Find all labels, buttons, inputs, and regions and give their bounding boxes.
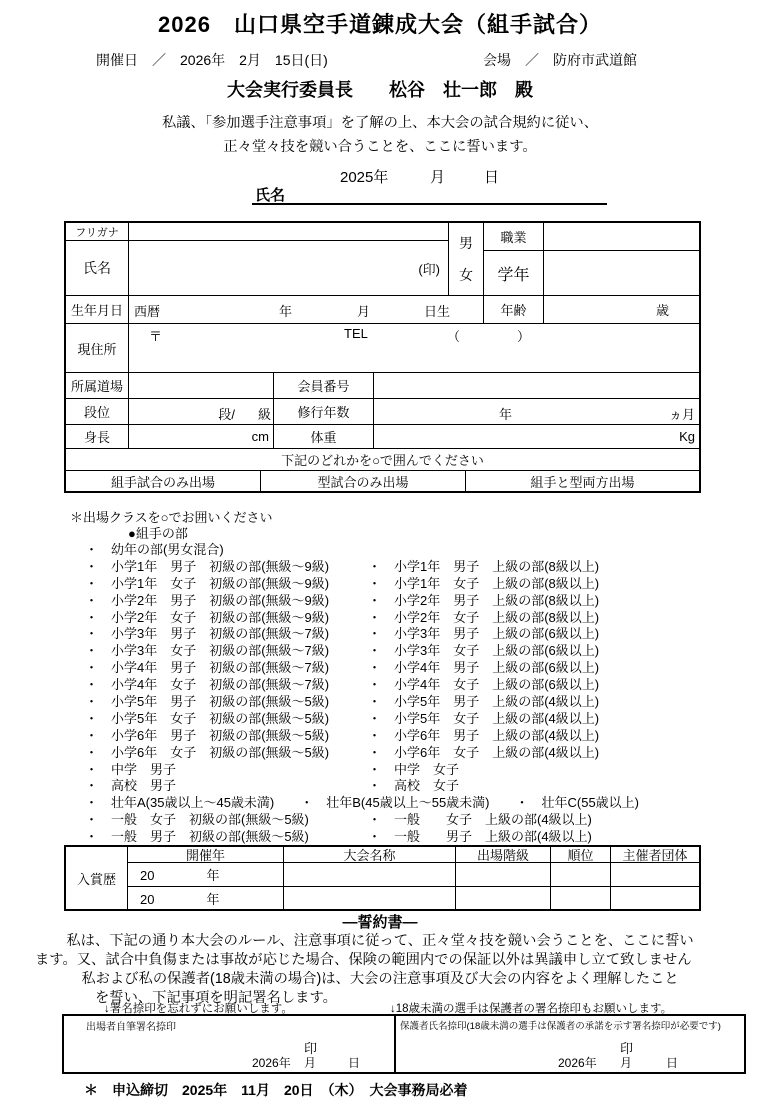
entrant-sign-year: 2026年 [252,1056,291,1070]
class-option-right: ・ 中学 女子 [368,761,460,777]
event-venue: 会場 ／ 防府市武道館 [483,52,637,68]
pledge-line-1: 私議、「参加選手注意事項」を了解の上、本大会の試合規約に従い、 [161,115,599,131]
awards-row2-organizer [611,887,699,909]
entrant-signature-label: 出場者自筆署名捺印 [86,1022,176,1033]
class-option-left: ・ 小学4年 女子 初級の部(無級～7級) [85,677,330,693]
class-option-right: ・ 小学2年 男子 上級の部(8級以上) [368,592,600,608]
awards-row1-year: 20 年 [128,863,284,887]
class-option-left: ・ 高校 男子 [85,778,177,794]
awards-header-event: 大会名称 [284,847,456,863]
class-option-left: ・ 小学5年 女子 初級の部(無級～5級) [85,710,330,726]
job-label: 職業 [484,223,544,251]
birth-day-unit: 日生 [424,304,451,319]
class-option-right: ・ 小学2年 女子 上級の部(8級以上) [368,609,600,625]
option-kumite-only: 組手試合のみ出場 [66,471,261,491]
class-list-row [0,657,760,674]
application-deadline: ＊ 申込締切 2025年 11月 20日 （木） 大会事務局必着 [84,1082,468,1098]
class-option-left: ・ 一般 女子 初級の部(無級～5級) [85,812,309,828]
class-list-row [0,691,760,708]
class-list-row [0,640,760,657]
class-option-right: ・ 小学4年 女子 上級の部(6級以上) [368,677,600,693]
school-year-label: 学年 [484,251,544,296]
awards-row1-event [284,863,456,887]
awards-label: 入賞歴 [66,847,128,909]
class-option-left: ・ 小学4年 男子 初級の部(無級～7級) [85,660,330,676]
option-both: 組手と型両方出場 [530,474,635,490]
training-years-input-area [374,399,699,425]
sex-cell [449,223,484,296]
class-list [0,539,760,843]
class-list-row [0,607,760,624]
birth-month-unit: 月 [357,304,371,319]
class-list-row [0,539,760,556]
age-input-area: 歳 [544,296,699,324]
class-option-right: ・ 一般 女子 上級の部(4級以上) [368,812,592,828]
training-month-unit: ヵ月 [668,407,695,422]
height-input-area: cm [129,425,274,449]
class-select-instruction: ＊出場クラスを○でお囲いください [70,510,273,525]
awards-row2-year: 20 年 [128,887,284,909]
oath-line-3: 私および私の保護者(18歳未満の場合)は、大会の注意事項及び大会の内容をよく理解したこと [81,971,679,987]
awards-row2-place [551,887,611,909]
entrant-seal-mark: 印 [304,1041,318,1056]
name-input-area: (印) [129,241,449,296]
job-input-area [544,223,699,251]
member-number-input-area [374,373,699,399]
tel-label: TEL [344,326,368,341]
class-option-left: ・ 小学6年 男子 初級の部(無級～5級) [85,727,330,743]
class-option-right: ・ 小学6年 女子 上級の部(4級以上) [368,744,600,760]
training-years-label: 修行年数 [274,399,374,425]
rank-label: 段位 [66,399,129,425]
postal-mark: 〒 [149,329,163,344]
page-title: 2026 山口県空手道錬成大会（組手試合） [158,12,602,37]
awards-header-organizer: 主催者団体 [611,847,699,863]
weight-label: 体重 [274,425,374,449]
signature-note-right: ↓18歳未満の選手は保護者の署名捺印もお願いします。 [390,1003,673,1015]
signature-box [62,1014,746,1074]
chairman-line: 大会実行委員長 松谷 壮一郎 殿 [227,80,533,100]
rank-input-area [129,399,274,425]
member-number-label: 会員番号 [274,373,374,399]
birth-date-input-area [129,296,484,324]
class-option-right: ・ 小学3年 女子 上級の部(6級以上) [368,643,600,659]
sex-male-label: 男 [459,235,473,251]
entrant-signature-area [64,1016,396,1072]
personal-info-table [64,221,701,493]
height-label: 身長 [66,425,129,449]
rank-dan-unit: 段/ [218,407,235,422]
class-option-left: ・ 中学 男子 [85,761,177,777]
class-option-right: ・ 小学5年 男子 上級の部(4級以上) [368,694,600,710]
sign-date-day: 日 [484,169,500,186]
address-label: 現住所 [66,324,129,373]
address-input-area [129,324,699,373]
weight-input-area: Kg [374,425,699,449]
class-option-right: ・ 小学1年 女子 上級の部(8級以上) [368,575,600,591]
class-list-row [0,674,760,691]
class-list-row [0,775,760,792]
awards-row1-place [551,863,611,887]
furigana-label: フリガナ [66,223,129,241]
guardian-signature-label: 保護者氏名捺印(18歳未満の選手は保護者の承諾を示す署名捺印が必要です) [400,1021,721,1032]
class-list-row [0,826,760,843]
name-label-header: 氏名 [255,187,286,204]
kumite-section-header: ●組手の部 [128,526,188,541]
awards-row2-event [284,887,456,909]
class-list-row [0,742,760,759]
guardian-seal-mark: 印 [620,1041,634,1056]
option-kata-only: 型試合のみ出場 [261,471,466,491]
awards-row1-class [456,863,551,887]
furigana-input-area [129,223,449,241]
class-option-left: ・ 幼年の部(男女混合) [85,542,224,557]
class-list-row [0,556,760,573]
awards-header-year: 開催年 [128,847,284,863]
class-option-left: ・ 小学3年 男子 初級の部(無級～7級) [85,626,330,642]
class-list-row [0,623,760,640]
event-date: 開催日 ／ 2026年 2月 15日(日) [96,52,328,68]
sign-date-month: 月 [430,169,446,186]
oath-title: —誓約書— [342,914,418,931]
class-list-row [0,590,760,607]
class-option-left: ・ 小学3年 女子 初級の部(無級～7級) [85,643,330,659]
class-option-right: ・ 高校 女子 [368,778,460,794]
class-option-left: ・ 小学5年 男子 初級の部(無級～5級) [85,694,330,710]
class-option-right: ・ 小学1年 男子 上級の部(8級以上) [368,558,600,574]
awards-history-table [64,845,701,911]
entrant-sign-day: 日 [348,1056,361,1070]
class-option-left: ・ 小学1年 女子 初級の部(無級～9級) [85,575,330,591]
class-list-row [0,809,760,826]
school-year-input-area [544,251,699,296]
era-label: 西暦 [134,304,161,319]
tel-paren-close: ） [517,329,531,344]
oath-line-2: ます。又、試合中負傷または事故が応じた場合、保険の範囲内での保証以外は異議申し立て致しません [35,952,692,968]
class-option-right: ・ 小学3年 男子 上級の部(6級以上) [368,626,600,642]
guardian-sign-year: 2026年 [558,1056,597,1070]
class-option-right: ・ 小学4年 男子 上級の部(6級以上) [368,660,600,676]
awards-row2-class [456,887,551,909]
training-year-unit: 年 [499,407,513,422]
sign-date-year: 2025年 [340,169,389,186]
class-option-right: ・ 小学5年 女子 上級の部(4級以上) [368,710,600,726]
class-option-left: ・ 壮年A(35歳以上～45歳未満) ・ 壮年B(45歳以上～55歳未満) ・ 壮年C(55歳以上) [85,795,640,811]
class-list-row [0,708,760,725]
awards-row1-organizer [611,863,699,887]
dojo-label: 所属道場 [66,373,129,399]
class-list-row [0,573,760,590]
tel-paren-open: （ [447,329,461,344]
age-label: 年齢 [484,296,544,324]
class-option-left: ・ 小学6年 女子 初級の部(無級～5級) [85,744,330,760]
oath-line-1: 私は、下記の通り本大会のルール、注意事項に従って、正々堂々技を競い会うことを、ここに誓い [66,933,694,949]
class-option-right: ・ 一般 男子 上級の部(4級以上) [368,829,592,845]
class-option-left: ・ 小学2年 男子 初級の部(無級～9級) [85,592,330,608]
name-label: 氏名 [66,241,129,296]
guardian-sign-month: 月 [620,1056,633,1070]
guardian-sign-day: 日 [666,1056,679,1070]
birth-date-label: 生年月日 [66,296,129,324]
oath-line-4: を誓い、下記事項を明記署名します。 [95,990,337,1006]
awards-header-place: 順位 [551,847,611,863]
guardian-signature-area [396,1016,744,1072]
sex-female-label: 女 [459,267,473,283]
class-list-row [0,725,760,742]
class-option-left: ・ 小学1年 男子 初級の部(無級～9級) [85,558,330,574]
class-option-right: ・ 小学6年 男子 上級の部(4級以上) [368,727,600,743]
pledge-line-2: 正々堂々技を競い合うことを、ここに誓います。 [223,139,537,155]
birth-year-unit: 年 [279,304,293,319]
class-option-left: ・ 小学2年 女子 初級の部(無級～9級) [85,609,330,625]
rank-kyu-unit: 級 [257,407,271,422]
class-list-row [0,759,760,776]
name-signature-line [252,183,607,205]
awards-header-class: 出場階級 [456,847,551,863]
signature-note-left: ↓署名捺印を忘れずにお願いします。 [104,1003,293,1015]
class-list-row [0,792,760,809]
entrant-sign-month: 月 [304,1056,317,1070]
circle-instruction: 下記のどれかを○で囲んでください [66,449,699,471]
class-option-left: ・ 一般 男子 初級の部(無級～5級) [85,829,309,845]
dojo-input-area [129,373,274,399]
